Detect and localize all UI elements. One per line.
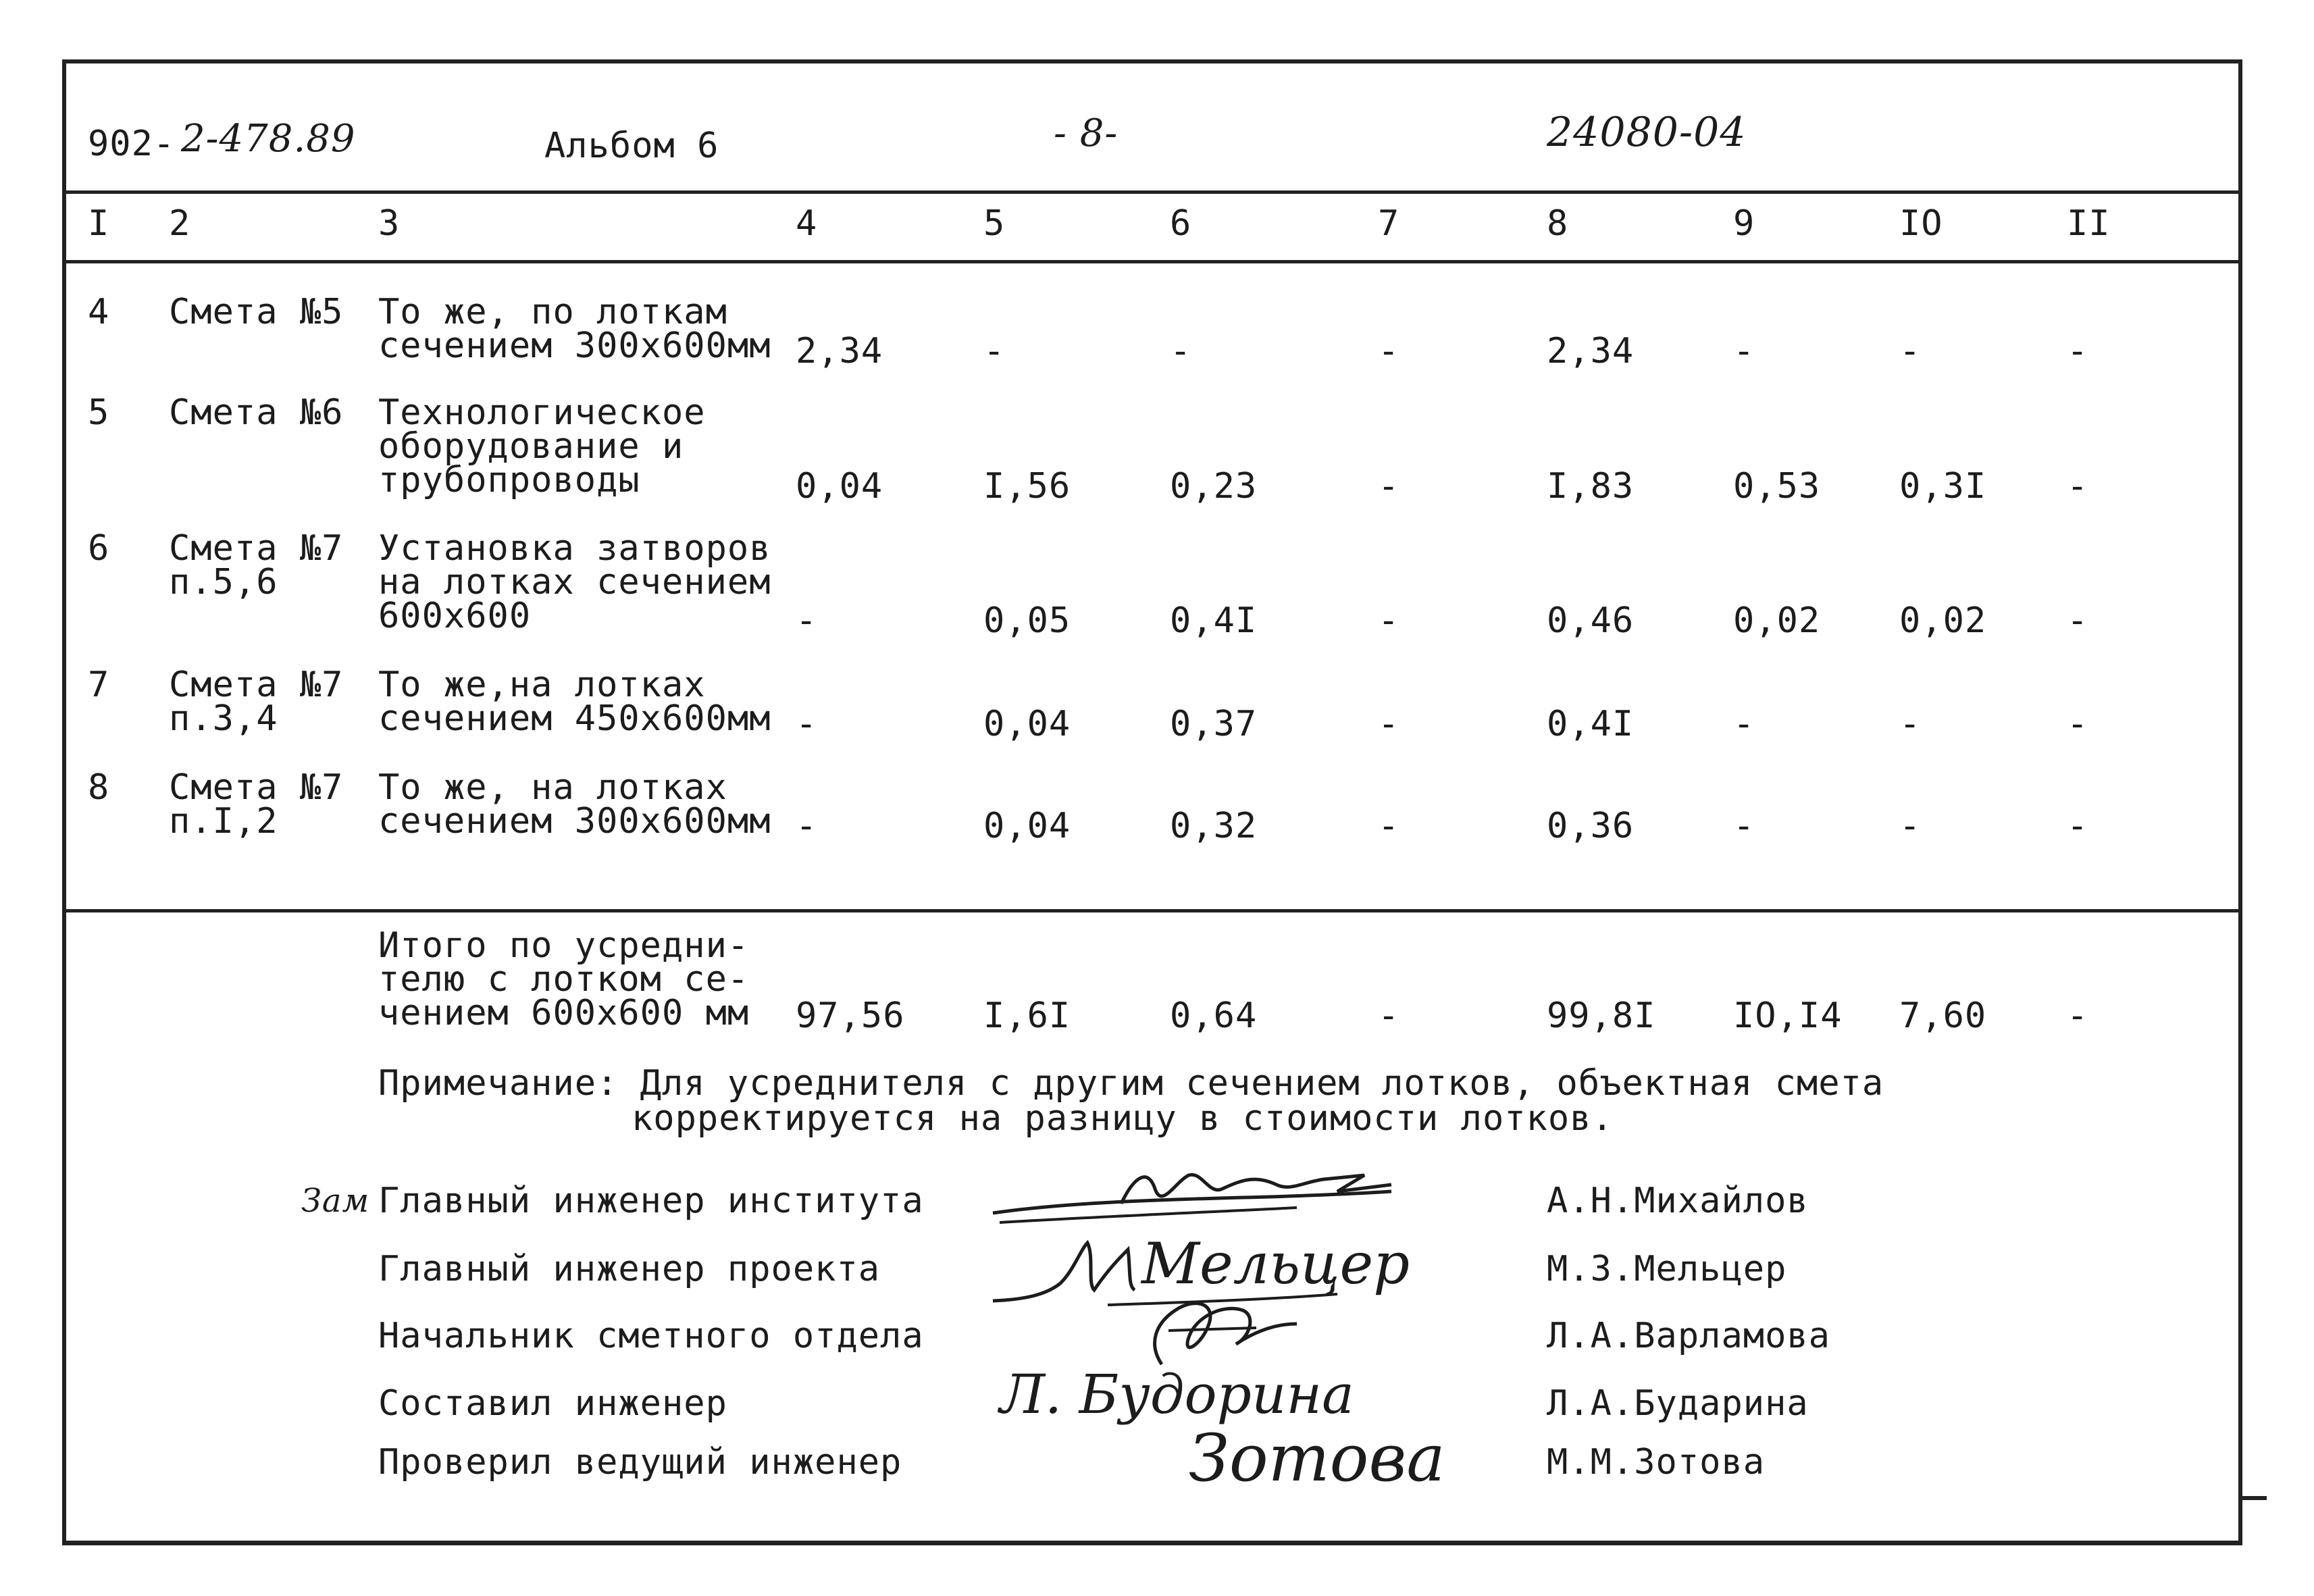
total-value: - <box>1378 996 1400 1036</box>
row-value: - <box>1378 466 1400 507</box>
row-value: - <box>1733 704 1755 744</box>
total-value: I,6I <box>983 996 1071 1036</box>
row-estimate: п.3,4 <box>169 698 278 739</box>
signature-mikhailov <box>986 1155 1418 1236</box>
row-number: 4 <box>88 292 110 332</box>
column-number: I <box>88 203 110 244</box>
column-number: 7 <box>1378 203 1400 244</box>
row-description: на лотках сечением <box>378 562 771 602</box>
row-value: 0,4I <box>1170 600 1258 641</box>
signature-meltser-text: Мельцер <box>1141 1231 1410 1297</box>
row-number: 8 <box>88 767 110 808</box>
header-rule <box>65 190 2241 194</box>
signature-zotova-text: Зотова <box>1189 1420 1445 1496</box>
row-description: То же,на лотках <box>378 665 706 705</box>
total-description: Итого по усредни- <box>378 925 750 966</box>
signer-title: Проверил ведущий инженер <box>378 1442 902 1483</box>
column-number: IO <box>1899 203 1943 244</box>
row-estimate: п.5,6 <box>169 562 278 602</box>
total-description: чением 600x600 мм <box>378 993 750 1033</box>
column-number: 4 <box>796 203 818 244</box>
row-value: I,83 <box>1547 466 1635 507</box>
column-number: II <box>2067 203 2111 244</box>
note-line-1: Примечание: Для усреднителя с другим сечением лотков, объектная смета <box>378 1063 1884 1104</box>
row-description: сечением 450x600мм <box>378 698 771 739</box>
row-estimate: п.I,2 <box>169 801 278 842</box>
row-value: - <box>1899 704 1922 744</box>
total-value: 7,60 <box>1899 996 1987 1036</box>
signature-budarina-text: Л. Будорина <box>1000 1363 1354 1426</box>
row-value: 0,02 <box>1899 600 1987 641</box>
row-value: 0,02 <box>1733 600 1821 641</box>
row-value: - <box>2067 331 2089 371</box>
signer-name: Л.А.Бударина <box>1547 1383 1809 1424</box>
doc-number-prefix: 902- <box>88 124 176 164</box>
row-value: - <box>2067 806 2089 846</box>
signer-name: М.З.Мельцер <box>1547 1249 1787 1289</box>
row-number: 5 <box>88 392 110 433</box>
row-value: 0,3I <box>1899 466 1987 507</box>
row-value: - <box>796 806 818 846</box>
column-number: 2 <box>169 203 191 244</box>
row-value: 0,36 <box>1547 806 1635 846</box>
total-value: - <box>2067 996 2089 1036</box>
row-value: 2,34 <box>796 331 883 371</box>
row-description: сечением 300x600мм <box>378 326 771 366</box>
row-estimate: Смета №7 <box>169 665 344 705</box>
column-number: 6 <box>1170 203 1192 244</box>
row-description: 600x600 <box>378 596 532 636</box>
edge-tick <box>2240 1496 2267 1500</box>
row-value: - <box>1378 331 1400 371</box>
row-value: - <box>1170 331 1192 371</box>
signer-name: Л.А.Варламова <box>1547 1316 1830 1356</box>
total-value: 97,56 <box>796 996 905 1036</box>
column-number: 9 <box>1733 203 1755 244</box>
row-value: - <box>796 704 818 744</box>
signer-title: Начальник сметного отдела <box>378 1316 924 1356</box>
row-description: оборудование и <box>378 426 684 467</box>
note-line-2: корректируется на разницу в стоимости лотков. <box>632 1098 1614 1139</box>
row-value: 0,46 <box>1547 600 1635 641</box>
row-value: 0,23 <box>1170 466 1258 507</box>
row-estimate: Смета №7 <box>169 767 344 808</box>
row-value: - <box>1733 331 1755 371</box>
row-value: - <box>2067 600 2089 641</box>
doc-number-handwritten: 2-478.89 <box>181 117 356 161</box>
row-value: - <box>1899 806 1922 846</box>
column-rule <box>65 260 2241 263</box>
column-number: 3 <box>378 203 401 244</box>
row-value: - <box>2067 466 2089 507</box>
total-description: телю с лотком се- <box>378 959 750 1000</box>
row-value: 0,4I <box>1547 704 1635 744</box>
page-number: - 8- <box>1054 111 1119 155</box>
signer-name: А.Н.Михайлов <box>1547 1181 1809 1221</box>
row-estimate: Смета №5 <box>169 292 344 332</box>
row-value: - <box>1378 704 1400 744</box>
row-description: То же, по лоткам <box>378 292 727 332</box>
row-value: 0,04 <box>796 466 883 507</box>
row-value: - <box>796 600 818 641</box>
row-description: Технологическое <box>378 392 706 433</box>
row-value: I,56 <box>983 466 1071 507</box>
row-value: - <box>2067 704 2089 744</box>
row-value: 0,37 <box>1170 704 1258 744</box>
row-value: 2,34 <box>1547 331 1635 371</box>
total-rule <box>65 909 2241 912</box>
total-value: 0,64 <box>1170 996 1258 1036</box>
row-description: Установка затворов <box>378 528 771 569</box>
row-number: 7 <box>88 665 110 705</box>
column-number: 5 <box>983 203 1006 244</box>
row-value: 0,05 <box>983 600 1071 641</box>
signature-budarina <box>986 1358 1445 1496</box>
signer-title: Составил инженер <box>378 1383 727 1424</box>
row-description: трубопроводы <box>378 460 640 500</box>
row-value: - <box>983 331 1006 371</box>
signer-title: Главный инженер проекта <box>378 1249 881 1289</box>
row-value: - <box>1378 600 1400 641</box>
total-value: IO,I4 <box>1733 996 1843 1036</box>
row-value: - <box>1378 806 1400 846</box>
row-value: 0,04 <box>983 704 1071 744</box>
row-estimate: Смета №6 <box>169 392 344 433</box>
row-value: 0,32 <box>1170 806 1258 846</box>
album-label: Альбом 6 <box>544 126 719 166</box>
column-number: 8 <box>1547 203 1569 244</box>
row-value: 0,04 <box>983 806 1071 846</box>
total-value: 99,8I <box>1547 996 1656 1036</box>
row-number: 6 <box>88 528 110 569</box>
row-value: 0,53 <box>1733 466 1821 507</box>
row-value: - <box>1733 806 1755 846</box>
signer-title: Главный инженер института <box>378 1181 924 1221</box>
doc-code: 24080-04 <box>1547 109 1747 156</box>
row-description: сечением 300x600мм <box>378 801 771 842</box>
signer-name: М.М.Зотова <box>1547 1442 1766 1483</box>
row-description: То же, на лотках <box>378 767 727 808</box>
deputy-prefix-handwritten: Зам <box>301 1182 370 1220</box>
row-value: - <box>1899 331 1922 371</box>
row-estimate: Смета №7 <box>169 528 344 569</box>
